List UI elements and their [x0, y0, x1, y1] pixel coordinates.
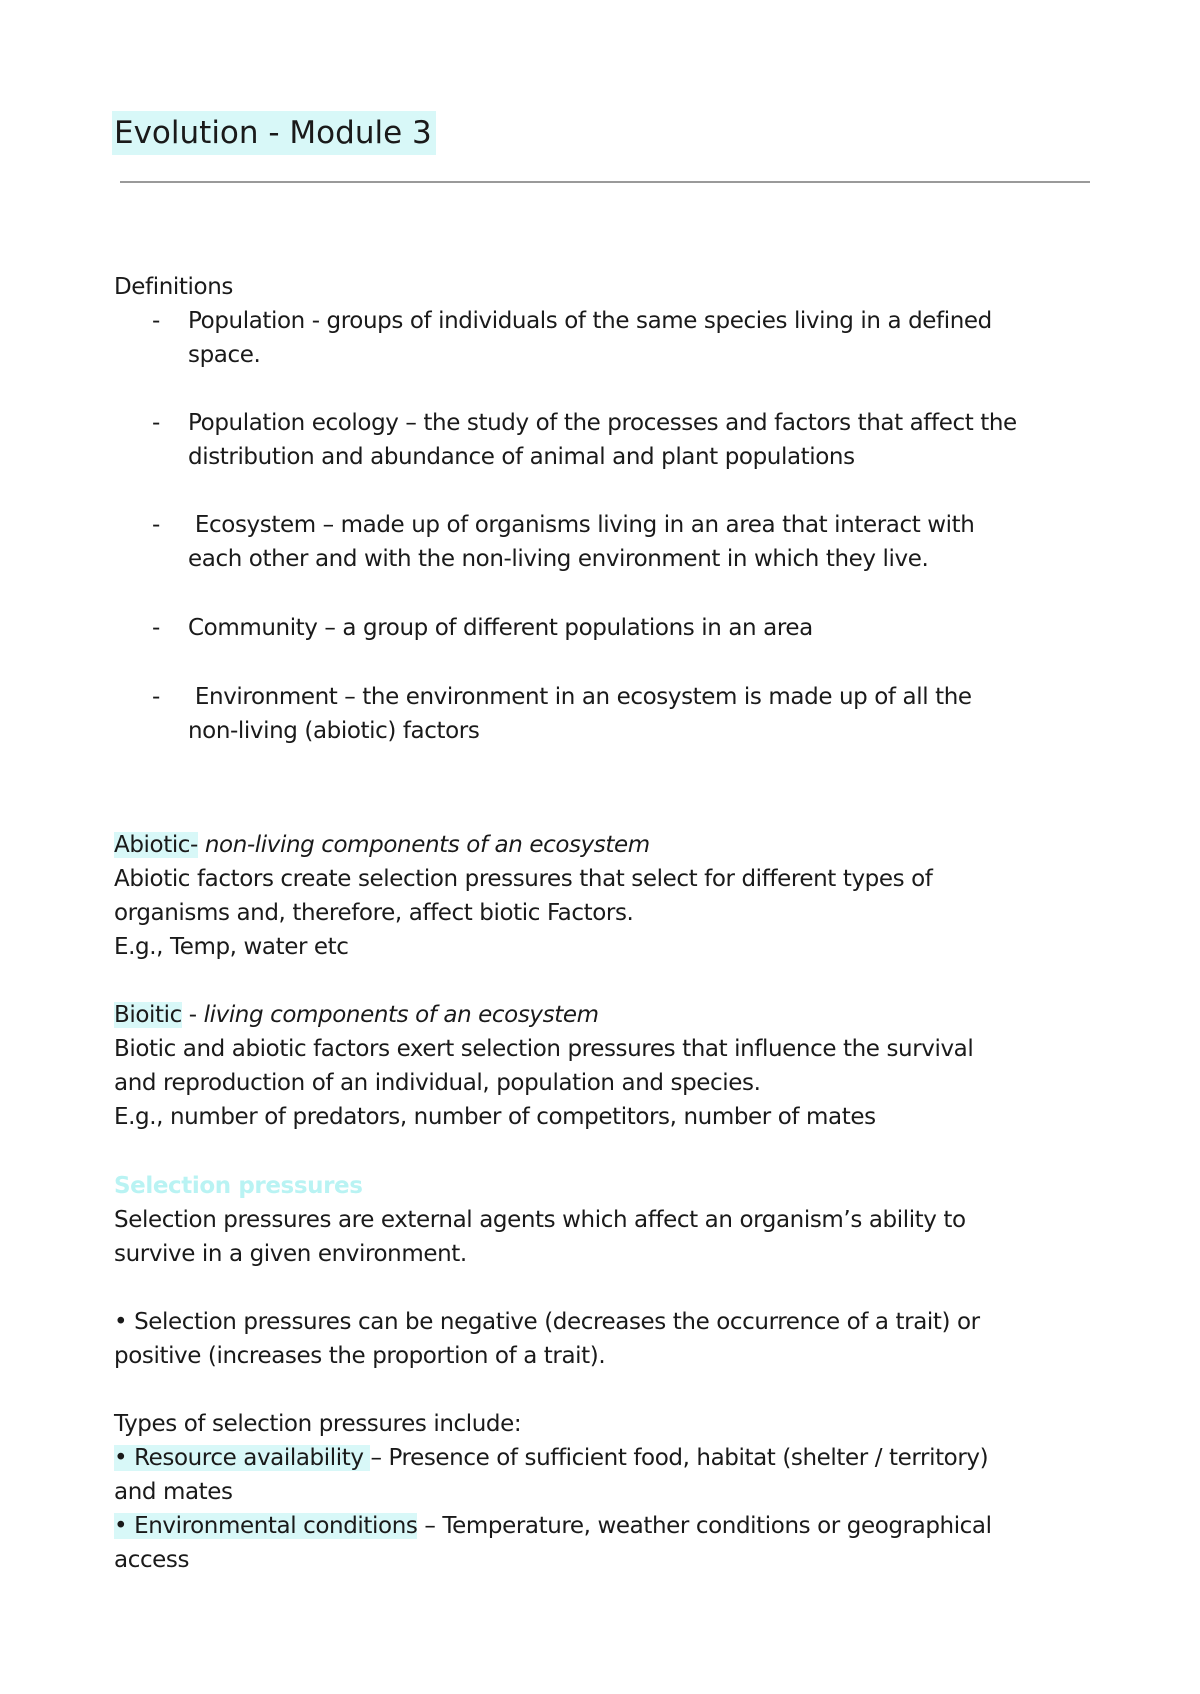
- definition-line: Ecosystem – made up of organisms living in an area that interact with: [188, 512, 975, 538]
- biotic-term: Bioitic: [114, 1002, 182, 1028]
- selection-section: [114, 1169, 1104, 1577]
- definition-line: Environment – the environment in an ecosystem is made up of all the: [188, 684, 972, 710]
- type-description: – Presence of sufficient food, habitat (shelter / territory): [370, 1445, 989, 1471]
- selection-intro-line: survive in a given environment.: [114, 1241, 467, 1267]
- type-term: • Environmental conditions: [114, 1513, 418, 1539]
- biotic-section: [114, 998, 1104, 1134]
- type-continuation: access: [114, 1547, 190, 1573]
- selection-bullet-line: positive (increases the proportion of a trait).: [114, 1343, 606, 1369]
- type-item: [114, 1441, 1104, 1475]
- definition-line: distribution and abundance of animal and plant populations: [188, 444, 855, 470]
- abiotic-section: [114, 828, 1104, 964]
- abiotic-line: organisms and, therefore, affect biotic Factors.: [114, 900, 634, 926]
- list-dash: -: [152, 684, 160, 710]
- title-divider: [120, 181, 1090, 183]
- abiotic-definition: non-living components of an ecosystem: [197, 832, 650, 858]
- abiotic-line: E.g., Temp, water etc: [114, 934, 349, 960]
- types-heading: Types of selection pressures include:: [114, 1411, 522, 1437]
- biotic-line: and reproduction of an individual, population and species.: [114, 1070, 761, 1096]
- definitions-heading: [114, 270, 1104, 304]
- list-dash: -: [152, 308, 160, 334]
- blank-line: [114, 1373, 1104, 1407]
- abiotic-line: Abiotic factors create selection pressures that select for different types of: [114, 866, 933, 892]
- definition-line: non-living (abiotic) factors: [188, 718, 480, 744]
- list-dash: -: [152, 512, 160, 538]
- definition-line: Population - groups of individuals of the same species living in a defined: [188, 308, 992, 334]
- biotic-separator: -: [181, 1002, 204, 1028]
- list-dash: -: [152, 615, 160, 641]
- definitions-heading-text: Definitions: [114, 274, 233, 300]
- selection-bullet-line: • Selection pressures can be negative (decreases the occurrence of a trait) or: [114, 1309, 980, 1335]
- biotic-line: Biotic and abiotic factors exert selection pressures that influence the survival: [114, 1036, 974, 1062]
- list-dash: -: [152, 410, 160, 436]
- type-item: [114, 1509, 1104, 1543]
- type-description: – Temperature, weather conditions or geographical: [417, 1513, 992, 1539]
- definition-line: Population ecology – the study of the processes and factors that affect the: [188, 410, 1017, 436]
- definition-line: space.: [188, 342, 261, 368]
- biotic-definition: living components of an ecosystem: [203, 1002, 599, 1028]
- definition-line: each other and with the non-living environment in which they live.: [188, 546, 929, 572]
- biotic-line: E.g., number of predators, number of competitors, number of mates: [114, 1104, 876, 1130]
- biotic-heading: [114, 998, 1104, 1032]
- type-term: • Resource availability: [114, 1445, 371, 1471]
- blank-line: [114, 1271, 1104, 1305]
- type-continuation: and mates: [114, 1479, 233, 1505]
- selection-intro-line: Selection pressures are external agents which affect an organism’s ability to: [114, 1207, 966, 1233]
- selection-heading: Selection pressures: [114, 1173, 363, 1199]
- abiotic-heading: [114, 828, 1104, 862]
- abiotic-term: Abiotic-: [114, 832, 198, 858]
- page-title: Evolution - Module 3: [112, 111, 436, 155]
- definition-line: Community – a group of different populations in an area: [188, 615, 813, 641]
